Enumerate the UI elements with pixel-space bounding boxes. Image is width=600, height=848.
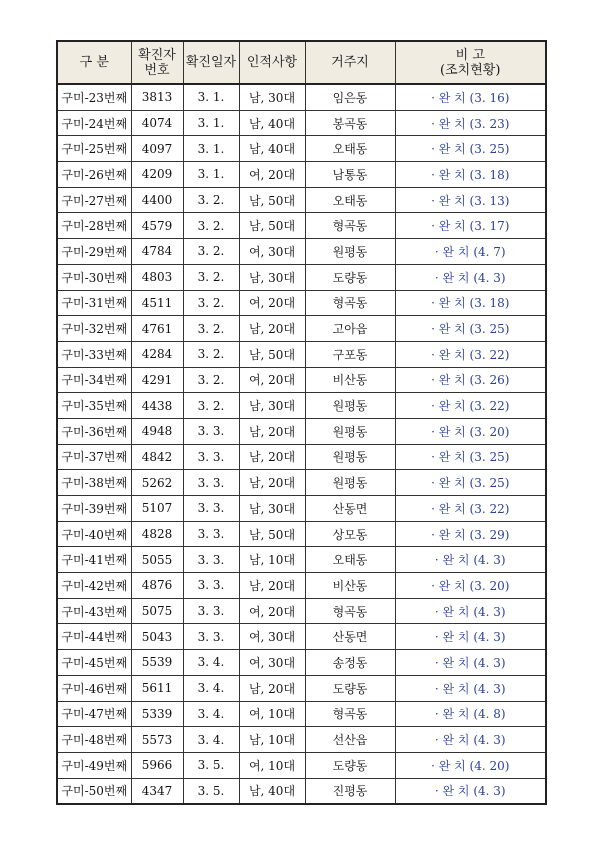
cell-note: · 완 치 (3. 25) [395,316,546,342]
cell-note: · 완 치 (3. 17) [395,213,546,239]
cell-personal-info: 남, 50대 [239,187,305,213]
cell-confirm-number: 4842 [131,444,183,470]
cell-case: 구미-28번째 [57,213,131,239]
cell-note: · 완 치 (4. 3) [395,547,546,573]
cell-case: 구미-25번째 [57,136,131,162]
cell-residence: 원평동 [305,470,395,496]
cell-confirm-date: 3. 4. [183,701,239,727]
table-row [57,213,546,239]
table-row [57,84,546,110]
cell-confirm-date: 3. 5. [183,752,239,778]
cell-confirm-number: 5055 [131,547,183,573]
cell-personal-info: 남, 10대 [239,547,305,573]
cell-confirm-date: 3. 1. [183,84,239,110]
cell-personal-info: 여, 30대 [239,650,305,676]
cell-case: 구미-24번째 [57,110,131,136]
cell-personal-info: 남, 30대 [239,393,305,419]
cell-note: · 완 치 (3. 18) [395,162,546,188]
cell-personal-info: 여, 20대 [239,367,305,393]
cell-confirm-number: 4803 [131,264,183,290]
cell-note: · 완 치 (4. 3) [395,778,546,804]
cell-personal-info: 여, 10대 [239,752,305,778]
cell-confirm-number: 4876 [131,573,183,599]
cell-case: 구미-45번째 [57,650,131,676]
case-table [56,40,547,805]
cell-personal-info: 여, 10대 [239,701,305,727]
table-row [57,701,546,727]
cell-residence: 오태동 [305,136,395,162]
cell-note: · 완 치 (3. 16) [395,84,546,110]
cell-confirm-number: 4784 [131,239,183,265]
cell-residence: 원평동 [305,393,395,419]
cell-case: 구미-43번째 [57,598,131,624]
cell-case: 구미-48번째 [57,727,131,753]
cell-confirm-date: 3. 3. [183,470,239,496]
cell-confirm-date: 3. 3. [183,444,239,470]
table-row [57,316,546,342]
cell-confirm-date: 3. 4. [183,727,239,753]
header-note-line1: 비 고 [455,47,485,63]
cell-personal-info: 남, 20대 [239,470,305,496]
table-row [57,778,546,804]
table-row [57,418,546,444]
cell-note: · 완 치 (4. 8) [395,701,546,727]
cell-note: · 완 치 (3. 18) [395,290,546,316]
header-note [395,41,546,84]
cell-confirm-number: 5611 [131,675,183,701]
cell-residence: 원평동 [305,444,395,470]
cell-residence: 산동면 [305,624,395,650]
cell-confirm-number: 4400 [131,187,183,213]
cell-personal-info: 남, 40대 [239,778,305,804]
cell-case: 구미-27번째 [57,187,131,213]
cell-confirm-number: 4828 [131,521,183,547]
cell-personal-info: 남, 30대 [239,84,305,110]
cell-confirm-date: 3. 2. [183,239,239,265]
cell-residence: 비산동 [305,367,395,393]
cell-residence: 상모동 [305,521,395,547]
cell-confirm-date: 3. 5. [183,778,239,804]
cell-residence: 송정동 [305,650,395,676]
cell-confirm-date: 3. 1. [183,136,239,162]
cell-confirm-date: 3. 2. [183,213,239,239]
cell-confirm-number: 4761 [131,316,183,342]
cell-confirm-number: 5573 [131,727,183,753]
cell-confirm-date: 3. 3. [183,547,239,573]
cell-confirm-date: 3. 3. [183,624,239,650]
cell-case: 구미-38번째 [57,470,131,496]
cell-confirm-date: 3. 3. [183,598,239,624]
cell-residence: 임은동 [305,84,395,110]
cell-note: · 완 치 (4. 3) [395,675,546,701]
cell-residence: 산동면 [305,496,395,522]
cell-confirm-number: 5043 [131,624,183,650]
cell-personal-info: 남, 20대 [239,316,305,342]
cell-case: 구미-37번째 [57,444,131,470]
table-row [57,573,546,599]
cell-personal-info: 남, 20대 [239,675,305,701]
table-row [57,110,546,136]
table-header [57,41,546,84]
cell-confirm-number: 4074 [131,110,183,136]
cell-confirm-date: 3. 3. [183,521,239,547]
cell-residence: 도량동 [305,675,395,701]
cell-residence: 선산읍 [305,727,395,753]
table-row [57,136,546,162]
cell-confirm-date: 3. 3. [183,573,239,599]
cell-residence: 고아읍 [305,316,395,342]
cell-confirm-date: 3. 3. [183,418,239,444]
cell-confirm-date: 3. 1. [183,110,239,136]
table-row [57,650,546,676]
cell-confirm-number: 4209 [131,162,183,188]
cell-personal-info: 남, 20대 [239,418,305,444]
table-row [57,162,546,188]
table-row [57,444,546,470]
cell-residence: 구포동 [305,341,395,367]
table-row [57,470,546,496]
cell-confirm-number: 4579 [131,213,183,239]
cell-note: · 완 치 (4. 3) [395,598,546,624]
cell-residence: 오태동 [305,547,395,573]
cell-personal-info: 남, 30대 [239,496,305,522]
cell-case: 구미-35번째 [57,393,131,419]
cell-note: · 완 치 (4. 3) [395,624,546,650]
cell-personal-info: 남, 20대 [239,444,305,470]
cell-residence: 도량동 [305,264,395,290]
cell-confirm-number: 5539 [131,650,183,676]
cell-personal-info: 남, 30대 [239,264,305,290]
cell-case: 구미-50번째 [57,778,131,804]
cell-confirm-date: 3. 4. [183,675,239,701]
header-note-line2: (조치현황) [440,62,501,78]
table-row [57,547,546,573]
table-row [57,367,546,393]
cell-personal-info: 남, 40대 [239,110,305,136]
cell-personal-info: 여, 20대 [239,290,305,316]
cell-confirm-date: 3. 2. [183,264,239,290]
cell-residence: 도량동 [305,752,395,778]
cell-confirm-date: 3. 3. [183,496,239,522]
cell-confirm-date: 3. 2. [183,290,239,316]
header-confirm-number-line2: 번호 [144,62,170,78]
cell-note: · 완 치 (3. 22) [395,496,546,522]
cell-case: 구미-47번째 [57,701,131,727]
cell-confirm-number: 5262 [131,470,183,496]
cell-case: 구미-26번째 [57,162,131,188]
header-category: 구 분 [57,41,131,84]
cell-residence: 진평동 [305,778,395,804]
cell-confirm-date: 3. 2. [183,393,239,419]
header-confirm-date: 확진일자 [183,41,239,84]
table-row [57,496,546,522]
table-row [57,521,546,547]
cell-residence: 오태동 [305,187,395,213]
cell-note: · 완 치 (3. 22) [395,393,546,419]
cell-confirm-number: 5966 [131,752,183,778]
cell-note: · 완 치 (3. 22) [395,341,546,367]
table-row [57,624,546,650]
header-confirm-number-line1: 확진자 [138,47,176,63]
table-row [57,290,546,316]
cell-personal-info: 여, 20대 [239,598,305,624]
cell-confirm-date: 3. 2. [183,341,239,367]
cell-residence: 형곡동 [305,701,395,727]
cell-note: · 완 치 (3. 25) [395,136,546,162]
cell-case: 구미-31번째 [57,290,131,316]
table-body [57,84,546,804]
cell-personal-info: 남, 50대 [239,521,305,547]
cell-note: · 완 치 (3. 25) [395,470,546,496]
cell-confirm-number: 3813 [131,84,183,110]
cell-case: 구미-34번째 [57,367,131,393]
header-personal-info: 인적사항 [239,41,305,84]
cell-case: 구미-29번째 [57,239,131,265]
cell-case: 구미-23번째 [57,84,131,110]
cell-residence: 비산동 [305,573,395,599]
cell-personal-info: 여, 20대 [239,162,305,188]
header-confirm-number [131,41,183,84]
cell-case: 구미-44번째 [57,624,131,650]
cell-confirm-number: 4097 [131,136,183,162]
cell-personal-info: 남, 20대 [239,573,305,599]
table-row [57,598,546,624]
cell-note: · 완 치 (3. 20) [395,573,546,599]
cell-residence: 남통동 [305,162,395,188]
cell-residence: 원평동 [305,418,395,444]
cell-note: · 완 치 (4. 3) [395,264,546,290]
cell-note: · 완 치 (3. 20) [395,418,546,444]
cell-note: · 완 치 (4. 7) [395,239,546,265]
cell-confirm-date: 3. 1. [183,162,239,188]
cell-personal-info: 여, 30대 [239,239,305,265]
cell-personal-info: 남, 40대 [239,136,305,162]
cell-case: 구미-36번째 [57,418,131,444]
header-residence: 거주지 [305,41,395,84]
cell-confirm-number: 4284 [131,341,183,367]
cell-confirm-date: 3. 2. [183,367,239,393]
cell-residence: 형곡동 [305,598,395,624]
cell-residence: 봉곡동 [305,110,395,136]
cell-personal-info: 남, 10대 [239,727,305,753]
table-row [57,393,546,419]
cell-confirm-number: 4438 [131,393,183,419]
cell-confirm-number: 5107 [131,496,183,522]
table-row [57,752,546,778]
cell-case: 구미-32번째 [57,316,131,342]
cell-case: 구미-33번째 [57,341,131,367]
cell-confirm-number: 4347 [131,778,183,804]
cell-confirm-number: 5075 [131,598,183,624]
cell-note: · 완 치 (4. 20) [395,752,546,778]
cell-confirm-number: 5339 [131,701,183,727]
cell-confirm-date: 3. 2. [183,187,239,213]
cell-note: · 완 치 (3. 13) [395,187,546,213]
cell-personal-info: 남, 50대 [239,341,305,367]
cell-personal-info: 여, 30대 [239,624,305,650]
table-row [57,341,546,367]
table-row [57,727,546,753]
table-row [57,675,546,701]
cell-confirm-number: 4291 [131,367,183,393]
table-row [57,264,546,290]
cell-case: 구미-41번째 [57,547,131,573]
cell-confirm-date: 3. 2. [183,316,239,342]
cell-residence: 원평동 [305,239,395,265]
cell-personal-info: 남, 50대 [239,213,305,239]
cell-case: 구미-49번째 [57,752,131,778]
header-row [57,41,546,84]
cell-confirm-number: 4511 [131,290,183,316]
cell-residence: 형곡동 [305,213,395,239]
table-row [57,239,546,265]
cell-note: · 완 치 (4. 3) [395,650,546,676]
cell-case: 구미-46번째 [57,675,131,701]
cell-case: 구미-39번째 [57,496,131,522]
cell-case: 구미-40번째 [57,521,131,547]
cell-note: · 완 치 (4. 3) [395,727,546,753]
cell-confirm-number: 4948 [131,418,183,444]
table-row [57,187,546,213]
cell-case: 구미-30번째 [57,264,131,290]
cell-residence: 형곡동 [305,290,395,316]
cell-confirm-date: 3. 4. [183,650,239,676]
cell-note: · 완 치 (3. 26) [395,367,546,393]
cell-note: · 완 치 (3. 25) [395,444,546,470]
cell-note: · 완 치 (3. 29) [395,521,546,547]
cell-case: 구미-42번째 [57,573,131,599]
cell-note: · 완 치 (3. 23) [395,110,546,136]
